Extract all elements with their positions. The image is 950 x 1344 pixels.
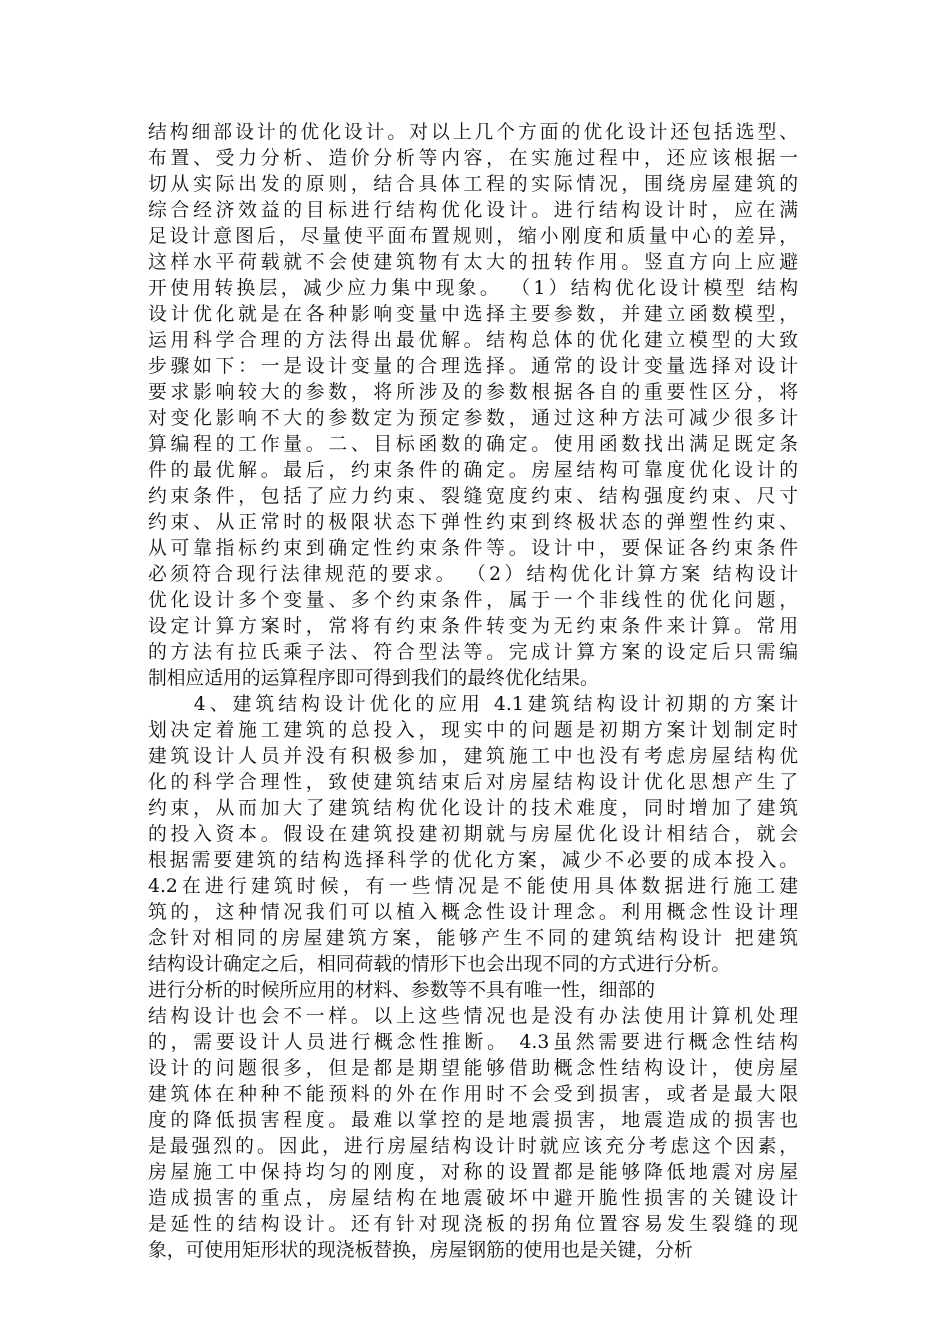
text-line: 度的降低损害程度。最难以掌控的是地震损害，地震造成的损害也 (148, 1110, 798, 1131)
text-line: 象，可使用矩形状的现浇板替换，房屋钢筋的使用也是关键，分析 (148, 1240, 693, 1261)
text-line: 必须符合现行法律规范的要求。 （2）结构优化计算方案 结构设计 (148, 564, 798, 585)
text-line: 是最强烈的。因此，进行房屋结构设计时就应该充分考虑这个因素， (148, 1136, 798, 1157)
text-line: 开使用转换层，减少应力集中现象。 （1）结构优化设计模型 结构 (148, 278, 798, 299)
text-line: 约束、从正常时的极限状态下弹性约束到终极状态的弹塑性约束、 (148, 512, 798, 533)
text-line: 是延性的结构设计。还有针对现浇板的拐角位置容易发生裂缝的现 (148, 1214, 798, 1235)
text-line: 建筑设计人员并没有积极参加，建筑施工中也没有考虑房屋结构优 (148, 746, 798, 767)
text-line: 足设计意图后，尽量使平面布置规则，缩小刚度和质量中心的差异， (148, 226, 798, 247)
text-line: 设计的问题很多，但是都是期望能够借助概念性结构设计，使房屋 (148, 1058, 798, 1079)
text-line: 结构细部设计的优化设计。对以上几个方面的优化设计还包括选型、 (148, 122, 798, 143)
text-line: 运用科学合理的方法得出最优解。结构总体的优化建立模型的大致 (148, 330, 798, 351)
text-line: 筑的，这种情况我们可以植入概念性设计理念。利用概念性设计理 (148, 902, 798, 923)
text-line: 约束条件，包括了应力约束、裂缝宽度约束、结构强度约束、尺寸 (148, 486, 798, 507)
text-line: 步骤如下：一是设计变量的合理选择。通常的设计变量选择对设计 (148, 356, 798, 377)
text-line: 对变化影响不大的参数定为预定参数，通过这种方法可减少很多计 (148, 408, 798, 429)
text-line: 件的最优解。最后，约束条件的确定。房屋结构可靠度优化设计的 (148, 460, 798, 481)
text-line: 化的科学合理性，致使建筑结束后对房屋结构设计优化思想产生了 (148, 772, 798, 793)
text-line: 结构设计也会不一样。以上这些情况也是没有办法使用计算机处理 (148, 1006, 798, 1027)
text-line: 布置、受力分析、造价分析等内容，在实施过程中，还应该根据一 (148, 148, 798, 169)
body-text (148, 120, 798, 1264)
text-line: 从可靠指标约束到确定性约束条件等。设计中，要保证各约束条件 (148, 538, 798, 559)
paragraph-p1 (148, 120, 798, 692)
document-page (148, 120, 798, 1264)
text-line: 结构设计确定之后，相同荷载的情形下也会出现不同的方式进行分析。 (148, 954, 731, 975)
text-line: 房屋施工中保持均匀的刚度，对称的设置都是能够降低地震对房屋 (148, 1162, 798, 1183)
text-line: 的方法有拉氏乘子法、符合型法等。完成计算方案的设定后只需编 (148, 642, 798, 663)
text-line: 设定计算方案时，常将有约束条件转变为无约束条件来计算。常用 (148, 616, 798, 637)
text-line: 念针对相同的房屋建筑方案，能够产生不同的建筑结构设计 把建筑 (148, 928, 798, 949)
text-line: 综合经济效益的目标进行结构优化设计。进行结构设计时，应在满 (148, 200, 798, 221)
text-line: 的投入资本。假设在建筑投建初期就与房屋优化设计相结合，就会 (148, 824, 798, 845)
text-line: 算编程的工作量。二、目标函数的确定。使用函数找出满足既定条 (148, 434, 798, 455)
text-line: 这样水平荷载就不会使建筑物有太大的扭转作用。竖直方向上应避 (148, 252, 798, 273)
paragraph-p2 (148, 692, 798, 1264)
text-line: 优化设计多个变量、多个约束条件，属于一个非线性的优化问题， (148, 590, 798, 611)
text-line: 4、建筑结构设计优化的应用 4.1建筑结构设计初期的方案计 (148, 694, 798, 715)
text-line: 要求影响较大的参数，将所涉及的参数根据各自的重要性区分，将 (148, 382, 798, 403)
text-line: 制相应适用的运算程序即可得到我们的最终优化结果。 (148, 668, 599, 689)
text-line: 建筑体在种种不能预料的外在作用时不会受到损害，或者是最大限 (148, 1084, 798, 1105)
text-line: 约束，从而加大了建筑结构优化设计的技术难度，同时增加了建筑 (148, 798, 798, 819)
text-line: 切从实际出发的原则，结合具体工程的实际情况，围绕房屋建筑的 (148, 174, 798, 195)
text-line: 的，需要设计人员进行概念性推断。 4.3虽然需要进行概念性结构 (148, 1032, 798, 1053)
text-line: 4.2在进行建筑时候，有一些情况是不能使用具体数据进行施工建 (148, 876, 798, 897)
text-line: 造成损害的重点，房屋结构在地震破坏中避开脆性损害的关键设计 (148, 1188, 798, 1209)
text-line: 划决定着施工建筑的总投入，现实中的问题是初期方案计划制定时 (148, 720, 798, 741)
text-line: 进行分析的时候所应用的材料、参数等不具有唯一性，细部的 (148, 980, 656, 1001)
text-line: 设计优化就是在各种影响变量中选择主要参数，并建立函数模型， (148, 304, 798, 325)
text-line: 根据需要建筑的结构选择科学的优化方案，减少不必要的成本投入。 (148, 850, 798, 871)
